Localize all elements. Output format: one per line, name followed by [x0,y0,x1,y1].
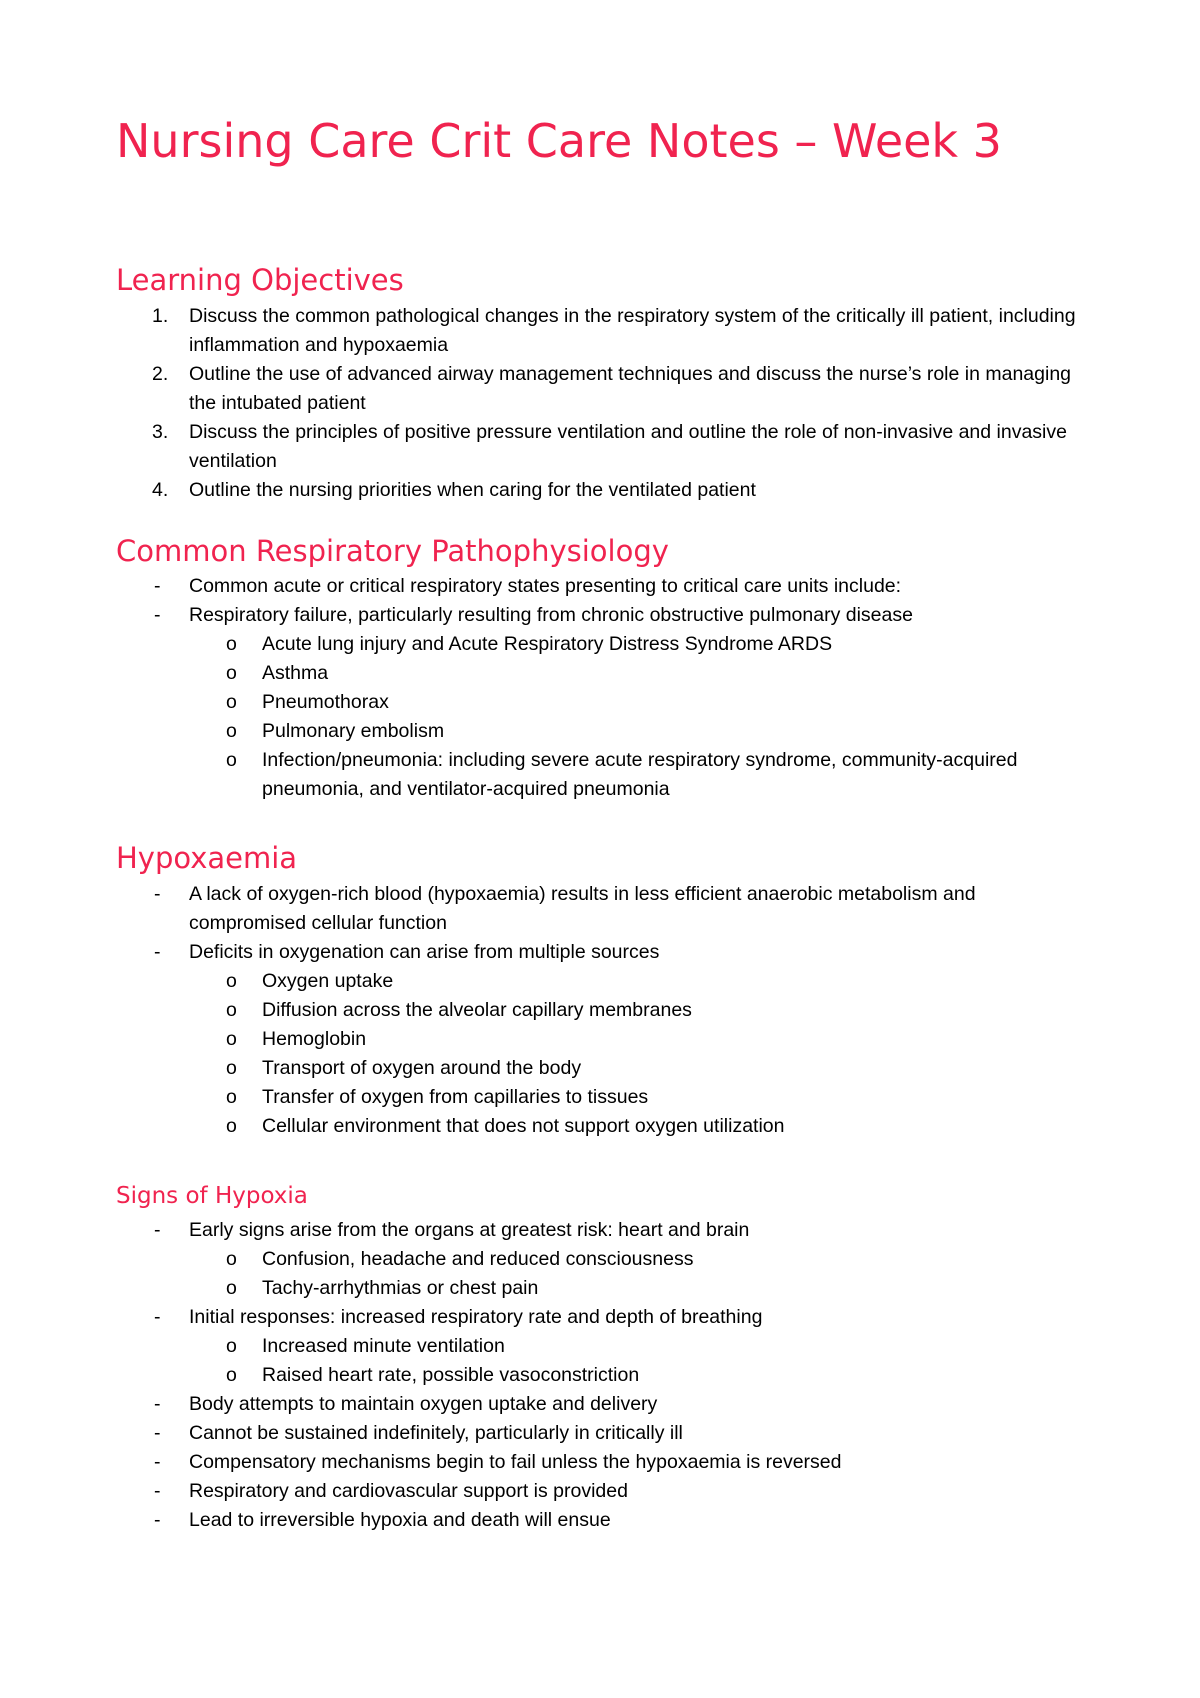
list-item [116,1274,1096,1303]
list-item [116,360,1096,418]
circle-bullet: o [226,662,237,684]
list-number: 4. [152,479,169,501]
list-item [116,418,1096,476]
list-item [116,1506,1096,1535]
circle-bullet: o [226,1115,237,1137]
circle-bullet: o [226,1335,237,1357]
list-item-text: Oxygen uptake [262,970,394,992]
list-item-text: Infection/pneumonia: including severe acute respiratory syndrome, community-acquired pneumonia, and ventilator-acquired pneumonia [262,749,1018,800]
list-item [116,688,1096,717]
list-item-text: Early signs arise from the organs at greatest risk: heart and brain [189,1219,750,1241]
heading-signs-of-hypoxia: Signs of Hypoxia [116,1183,308,1209]
heading-respiratory-pathophysiology: Common Respiratory Pathophysiology [116,534,669,568]
circle-bullet: o [226,1364,237,1386]
list-item [116,1303,1096,1332]
list-item-text: Confusion, headache and reduced consciousness [262,1248,694,1270]
list-item [116,1332,1096,1361]
list-item [116,880,1096,938]
list-number: 2. [152,363,169,385]
dash-bullet: - [154,941,161,963]
list-item-text: Asthma [262,662,329,684]
circle-bullet: o [226,720,237,742]
heading-learning-objectives: Learning Objectives [116,263,404,297]
dash-bullet: - [154,604,161,626]
list-item [116,659,1096,688]
list-item-text: Increased minute ventilation [262,1335,505,1357]
document-title: Nursing Care Crit Care Notes – Week 3 [116,114,1002,168]
respiratory-list [116,572,1096,804]
list-item-text: Lead to irreversible hypoxia and death will ensue [189,1509,611,1531]
list-item-text: Outline the use of advanced airway management techniques and discuss the nurse’s role in managing the intubated patient [189,363,1072,414]
heading-hypoxaemia: Hypoxaemia [116,841,298,875]
list-item-text: Hemoglobin [262,1028,367,1050]
list-item-text: Raised heart rate, possible vasoconstriction [262,1364,640,1386]
list-item [116,1390,1096,1419]
list-number: 1. [152,305,169,327]
list-item-text: Cellular environment that does not support oxygen utilization [262,1115,785,1137]
list-item-text: Compensatory mechanisms begin to fail unless the hypoxaemia is reversed [189,1451,842,1473]
list-item-text: Common acute or critical respiratory states presenting to critical care units include: [189,575,902,597]
circle-bullet: o [226,1248,237,1270]
list-item [116,601,1096,630]
list-item-text: Transport of oxygen around the body [262,1057,582,1079]
list-item-text: Diffusion across the alveolar capillary membranes [262,999,692,1021]
circle-bullet: o [226,1057,237,1079]
dash-bullet: - [154,1306,161,1328]
list-item [116,938,1096,967]
list-item [116,996,1096,1025]
list-item-text: Pulmonary embolism [262,720,445,742]
list-item-text: Pneumothorax [262,691,389,713]
circle-bullet: o [226,1277,237,1299]
list-item-text: Tachy-arrhythmias or chest pain [262,1277,539,1299]
circle-bullet: o [226,749,237,771]
dash-bullet: - [154,1422,161,1444]
dash-bullet: - [154,883,161,905]
dash-bullet: - [154,1393,161,1415]
circle-bullet: o [226,970,237,992]
list-item-text: Transfer of oxygen from capillaries to tissues [262,1086,649,1108]
list-item-text: Discuss the common pathological changes in the respiratory system of the critically ill patient, including inflammation and hypoxaemia [189,305,1076,356]
list-item [116,1245,1096,1274]
objectives-list [116,302,1096,505]
circle-bullet: o [226,1086,237,1108]
circle-bullet: o [226,633,237,655]
circle-bullet: o [226,1028,237,1050]
list-item-text: Body attempts to maintain oxygen uptake and delivery [189,1393,658,1415]
circle-bullet: o [226,999,237,1021]
dash-bullet: - [154,1480,161,1502]
hypoxaemia-list [116,880,1096,1141]
list-item [116,717,1096,746]
list-item [116,1477,1096,1506]
list-item-text: Initial responses: increased respiratory rate and depth of breathing [189,1306,763,1328]
dash-bullet: - [154,1219,161,1241]
list-item-text: Outline the nursing priorities when caring for the ventilated patient [189,479,756,501]
list-item [116,1083,1096,1112]
list-item-text: Acute lung injury and Acute Respiratory Distress Syndrome ARDS [262,633,833,655]
list-item [116,1361,1096,1390]
list-number: 3. [152,421,169,443]
list-item-text: Discuss the principles of positive pressure ventilation and outline the role of non-invasive and invasive ventilation [189,421,1067,472]
list-item [116,1448,1096,1477]
circle-bullet: o [226,691,237,713]
list-item [116,1054,1096,1083]
list-item [116,1112,1096,1141]
list-item-text: Respiratory and cardiovascular support is provided [189,1480,628,1502]
list-item [116,302,1096,360]
list-item [116,630,1096,659]
list-item [116,1216,1096,1245]
list-item [116,476,1096,505]
list-item [116,1025,1096,1054]
list-item [116,572,1096,601]
dash-bullet: - [154,1451,161,1473]
list-item [116,746,1096,804]
list-item-text: Cannot be sustained indefinitely, particularly in critically ill [189,1422,683,1444]
list-item-text: Deficits in oxygenation can arise from multiple sources [189,941,660,963]
list-item [116,967,1096,996]
list-item-text: Respiratory failure, particularly resulting from chronic obstructive pulmonary disease [189,604,913,626]
signs-list [116,1216,1096,1535]
dash-bullet: - [154,575,161,597]
dash-bullet: - [154,1509,161,1531]
list-item [116,1419,1096,1448]
list-item-text: A lack of oxygen-rich blood (hypoxaemia) results in less efficient anaerobic metabolism and compromised cellular function [189,883,976,934]
